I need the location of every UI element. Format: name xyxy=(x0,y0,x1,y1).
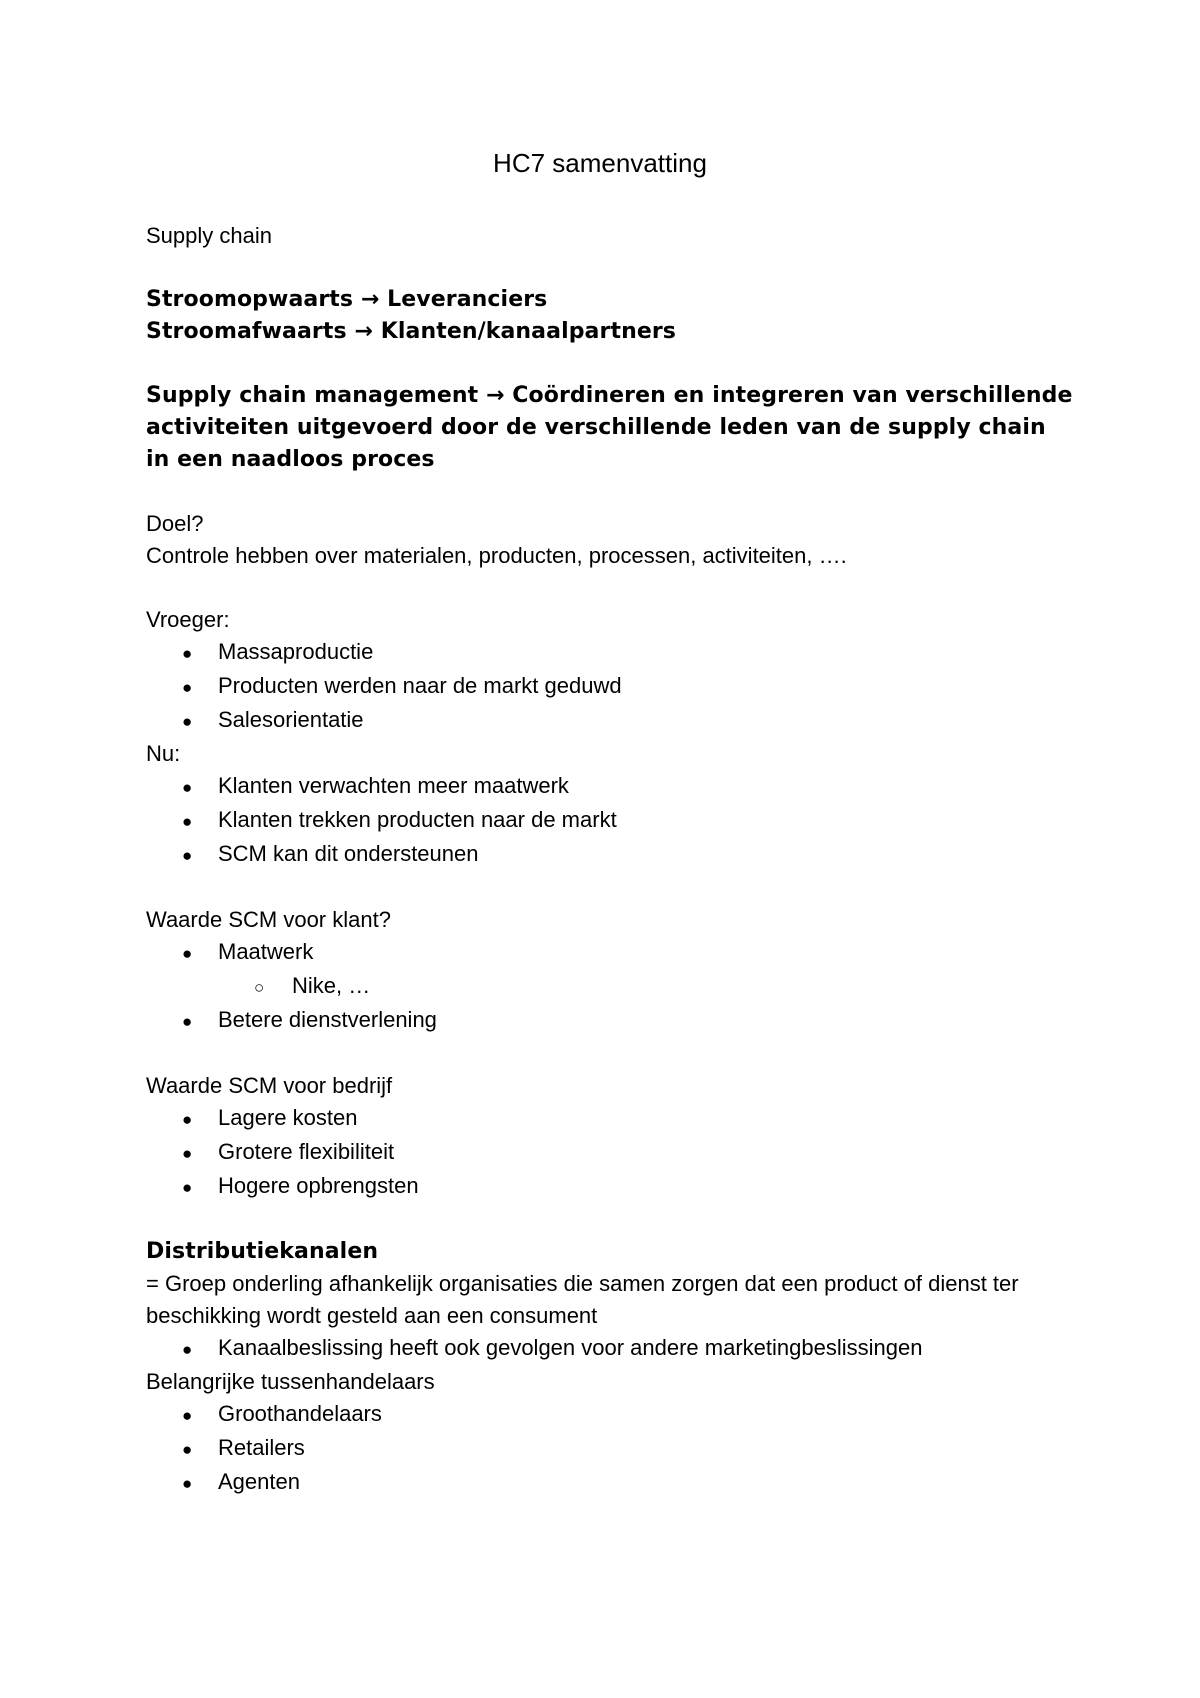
distributie-definition: = Groep onderling afhankelijk organisaties die samen zorgen dat een product of dienst ter beschikking wordt gesteld aan een consument xyxy=(146,1271,1019,1328)
bullet-icon: ● xyxy=(182,812,193,831)
spacer xyxy=(146,348,1076,380)
list-item xyxy=(146,770,1076,804)
bullet-icon: ● xyxy=(182,1178,193,1197)
list-item-text: Agenten xyxy=(218,1469,300,1494)
list-item-text: Retailers xyxy=(218,1435,305,1460)
list-item xyxy=(146,1136,1076,1170)
spacer xyxy=(146,872,1076,904)
list-item xyxy=(146,704,1076,738)
hollow-bullet-icon: ○ xyxy=(254,978,265,997)
spacer xyxy=(146,572,1076,604)
doel-label: Doel? xyxy=(146,511,204,536)
list-item xyxy=(146,804,1076,838)
list-item xyxy=(146,1432,1076,1466)
list-item-text: Maatwerk xyxy=(218,939,314,964)
list-item xyxy=(146,1332,1076,1366)
list-item xyxy=(146,1398,1076,1432)
bullet-icon: ● xyxy=(182,1110,193,1129)
list-item-text: Hogere opbrengsten xyxy=(218,1173,419,1198)
list-item xyxy=(146,670,1076,704)
list-item xyxy=(146,1170,1076,1204)
list-item-text: Lagere kosten xyxy=(218,1105,358,1130)
bullet-icon: ● xyxy=(182,1012,193,1031)
list-item-text: Groothandelaars xyxy=(218,1401,382,1426)
list-item-text: SCM kan dit ondersteunen xyxy=(218,841,479,866)
list-item-text: Salesorientatie xyxy=(218,707,364,732)
waarde-bedrijf-label: Waarde SCM voor bedrijf xyxy=(146,1073,393,1098)
spacer xyxy=(146,476,1076,508)
list-item-text: Kanaalbeslissing heeft ook gevolgen voor andere marketingbeslissingen xyxy=(218,1335,923,1360)
list-item-text: Klanten trekken producten naar de markt xyxy=(218,807,617,832)
list-item xyxy=(146,636,1076,670)
list-item xyxy=(146,1466,1076,1500)
spacer xyxy=(146,1038,1076,1070)
sub-list-item xyxy=(146,970,1076,1004)
tussenhandelaars-label: Belangrijke tussenhandelaars xyxy=(146,1369,435,1394)
nu-label: Nu: xyxy=(146,741,181,766)
bullet-icon: ● xyxy=(182,644,193,663)
bullet-icon: ● xyxy=(182,1474,193,1493)
bullet-icon: ● xyxy=(182,1440,193,1459)
doel-text: Controle hebben over materialen, producten, processen, activiteiten, …. xyxy=(146,543,847,568)
supply-chain-heading: Supply chain xyxy=(146,223,272,248)
list-item xyxy=(146,838,1076,872)
document-body xyxy=(146,220,1076,1500)
bullet-icon: ● xyxy=(182,1406,193,1425)
list-item-text: Grotere flexibiliteit xyxy=(218,1139,395,1164)
bullet-icon: ● xyxy=(182,846,193,865)
waarde-klant-label: Waarde SCM voor klant? xyxy=(146,907,391,932)
list-item xyxy=(146,936,1076,970)
vroeger-label: Vroeger: xyxy=(146,607,230,632)
list-item xyxy=(146,1102,1076,1136)
bullet-icon: ● xyxy=(182,712,193,731)
scm-definition: Supply chain management → Coördineren en integreren van verschillende activiteiten uitgevoerd door de verschillende leden van de supply chain in een naadloos proces xyxy=(146,383,1073,472)
bullet-icon: ● xyxy=(182,944,193,963)
bullet-icon: ● xyxy=(182,678,193,697)
list-item-text: Betere dienstverlening xyxy=(218,1007,437,1032)
list-item-text: Massaproductie xyxy=(218,639,374,664)
distributie-heading: Distributiekanalen xyxy=(146,1239,379,1264)
bullet-icon: ● xyxy=(182,1340,193,1359)
list-item xyxy=(146,1004,1076,1038)
spacer xyxy=(146,252,1076,284)
stroomopwaarts-line: Stroomopwaarts → Leveranciers xyxy=(146,287,548,312)
bullet-icon: ● xyxy=(182,778,193,797)
page-title: HC7 samenvatting xyxy=(493,148,707,178)
list-item-text: Producten werden naar de markt geduwd xyxy=(218,673,622,698)
spacer xyxy=(146,1204,1076,1236)
sub-list-item-text: Nike, … xyxy=(292,973,371,998)
bullet-icon: ● xyxy=(182,1144,193,1163)
stroomafwaarts-line: Stroomafwaarts → Klanten/kanaalpartners xyxy=(146,319,676,344)
list-item-text: Klanten verwachten meer maatwerk xyxy=(218,773,569,798)
